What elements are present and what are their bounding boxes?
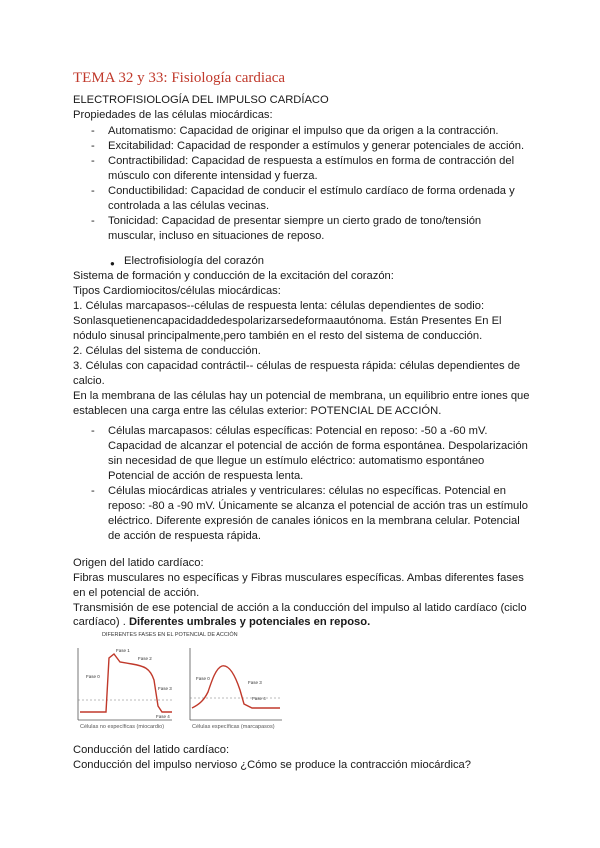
fast-phase-label: Fase 3 bbox=[158, 686, 172, 691]
body-line: 2. Células del sistema de conducción. bbox=[73, 345, 261, 357]
list-item: Automatismo: Capacidad de originar el impulso que da origen a la contracción. bbox=[108, 125, 499, 137]
fast-ap-curve bbox=[80, 654, 172, 712]
list-item-cont: músculo con diferente intensidad y fuerza. bbox=[108, 170, 318, 182]
cell-type-line: reposo: -80 a -90 mV. Únicamente se alcanza el potencial de acción tras un estímulo bbox=[108, 500, 528, 512]
body-line: nódulo sinusal principalmente,pero también en el resto del sistema de conducción. bbox=[73, 330, 483, 342]
body-line: calcio. bbox=[73, 375, 105, 387]
conduction-heading: Conducción del latido cardíaco: bbox=[73, 744, 230, 756]
body-line: establecen una carga entre las células exterior: POTENCIAL DE ACCIÓN. bbox=[73, 405, 442, 417]
page-title: TEMA 32 y 33: Fisiología cardiaca bbox=[73, 70, 286, 86]
origin-tail: cardíaco) . bbox=[73, 616, 129, 628]
body-line: Sistema de formación y conducción de la excitación del corazón: bbox=[73, 270, 394, 282]
list-item-cont: muscular, incluso en situaciones de reposo. bbox=[108, 230, 325, 242]
section-heading: ELECTROFISIOLOGÍA DEL IMPULSO CARDÍACO bbox=[73, 94, 329, 106]
figure-caption-left: Células no específicas (miocardio) bbox=[80, 724, 165, 730]
cell-type-line: Células miocárdicas atriales y ventriculares: células no específicas. Potencial en bbox=[108, 485, 506, 497]
list-item: Conductibilidad: Capacidad de conducir el estímulo cardíaco de forma ordenada y bbox=[108, 185, 515, 197]
cell-type-line: de acción de respuesta rápida. bbox=[108, 530, 261, 542]
bullet-icon: ● bbox=[110, 259, 115, 268]
cell-type-line: Potencial de acción de respuesta lenta. bbox=[108, 470, 304, 482]
list-dash: - bbox=[91, 155, 95, 167]
properties-intro: Propiedades de las células miocárdicas: bbox=[73, 109, 273, 121]
origin-bold: Diferentes umbrales y potenciales en reposo. bbox=[128, 616, 371, 628]
cell-type-line: sin necesidad de que llegue un estímulo eléctrico: automatismo espontáneo bbox=[108, 455, 485, 467]
body-line: Tipos Cardiomiocitos/células miocárdicas: bbox=[73, 285, 281, 297]
list-item: Excitabilidad: Capacidad de responder a estímulos y generar potenciales de acción. bbox=[108, 140, 525, 152]
origin-line: en el potencial de acción. bbox=[73, 587, 200, 599]
slow-phase-label: Fase 3 bbox=[248, 680, 262, 685]
fast-phase-label: Fase 0 bbox=[86, 674, 100, 679]
list-dash: - bbox=[91, 140, 95, 152]
action-potential-svg bbox=[72, 628, 392, 740]
list-item-cont: controlada a las células vecinas. bbox=[108, 200, 270, 212]
action-potential-figure bbox=[72, 628, 392, 740]
figure-title: DIFERENTES FASES EN EL POTENCIAL DE ACCIÓN bbox=[102, 632, 238, 638]
cell-type-line: Capacidad de alcanzar el potencial de acción de forma espontánea. Despolarización bbox=[108, 440, 528, 452]
figure-caption-right: Células específicas (marcapasos) bbox=[192, 724, 275, 730]
slow-phase-label: Fase 4 bbox=[252, 696, 266, 701]
body-line: 3. Células con capacidad contráctil-- células de respuesta rápida: células dependientes de bbox=[73, 360, 521, 372]
fast-phase-label: Fase 4 bbox=[156, 714, 170, 719]
list-dash: - bbox=[91, 215, 95, 227]
slow-phase-label: Fase 0 bbox=[196, 676, 210, 681]
body-line: 1. Células marcapasos--células de respuesta lenta: células dependientes de sodio: bbox=[73, 300, 485, 312]
cell-type-line: Células marcapasos: células específicas: Potencial en reposo: -50 a -60 mV. bbox=[108, 425, 488, 437]
origin-line: Transmisión de ese potencial de acción a la conducción del impulso al latido cardíaco (ciclo bbox=[73, 602, 527, 614]
fast-phase-label: Fase 1 bbox=[116, 648, 130, 653]
body-line: Sonlasquetienencapacidaddedespolarizarsedeformaautónoma. Están Presentes En El bbox=[73, 315, 502, 327]
origin-heading: Origen del latido cardíaco: bbox=[73, 557, 204, 569]
list-item: Contractibilidad: Capacidad de respuesta a estímulos en forma de contracción del bbox=[108, 155, 515, 167]
list-dash: - bbox=[91, 485, 95, 497]
list-dash: - bbox=[91, 425, 95, 437]
fast-phase-label: Fase 2 bbox=[138, 656, 152, 661]
list-item: Tonicidad: Capacidad de presentar siempre un cierto grado de tono/tensión bbox=[108, 215, 482, 227]
slow-ap-curve bbox=[192, 666, 280, 708]
body-line: En la membrana de las células hay un potencial de membrana, un equilibrio entre iones que bbox=[73, 390, 530, 402]
list-dash: - bbox=[91, 185, 95, 197]
conduction-line: Conducción del impulso nervioso ¿Cómo se produce la contracción miocárdica? bbox=[73, 759, 471, 771]
cell-type-line: eléctrico. Diferente expresión de canales iónicos en la membrana celular. Potencial bbox=[108, 515, 520, 527]
list-dash: - bbox=[91, 125, 95, 137]
bullet-heading: Electrofisiología del corazón bbox=[124, 255, 264, 267]
origin-line: Fibras musculares no específicas y Fibras musculares específicas. Ambas diferentes fases bbox=[73, 572, 524, 584]
